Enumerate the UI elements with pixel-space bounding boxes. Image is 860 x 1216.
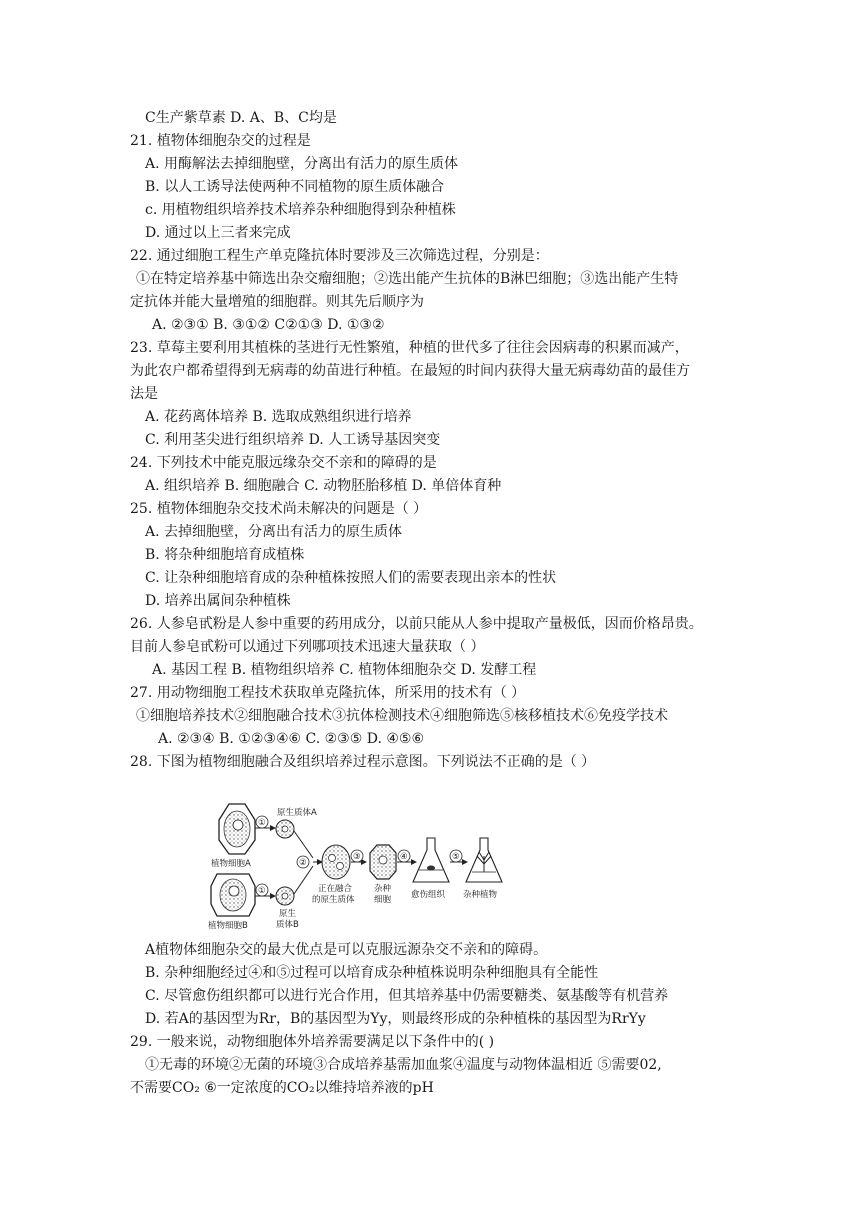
- q21-option-b: B. 以人工诱导法使两种不同植物的原生质体融合: [145, 179, 445, 195]
- q28-option-d: D. 若A的基因型为Rr，B的基因型为Yy，则最终形成的杂种植株的基因型为RrYy: [145, 1011, 646, 1027]
- q23-stem-1: 23. 草莓主要利用其植株的茎进行无性繁殖，种植的世代多了往往会因病毒的积累而减产，: [130, 340, 689, 356]
- q24-stem: 24. 下列技术中能克服远缘杂交不亲和的障碍的是: [130, 455, 437, 471]
- plant-cell-b-icon: [211, 874, 255, 916]
- q27-items: ①细胞培养技术②细胞融合技术③抗体检测技术④细胞筛选⑤核移植技术⑥免疫学技术: [136, 708, 668, 724]
- q26-options: A. 基因工程 B. 植物组织培养 C. 植物体细胞杂交 D. 发酵工程: [152, 662, 537, 678]
- fusing-label-2: 的原生质体: [312, 895, 355, 905]
- plant-cell-a-label: 植物细胞A: [211, 859, 251, 869]
- q25-option-a: A. 去掉细胞壁，分离出有活力的原生质体: [145, 524, 403, 540]
- hybrid-plant-label: 杂种植物: [463, 890, 498, 900]
- plant-cell-b-label: 植物细胞B: [208, 921, 248, 931]
- q21-option-d: D. 通过以上三者来完成: [145, 225, 291, 241]
- protoplast-a-icon: [276, 820, 294, 838]
- q25-stem: 25. 植物体细胞杂交技术尚未解决的问题是（ ）: [130, 501, 428, 517]
- q25-option-b: B. 将杂种细胞培育成植株: [145, 547, 305, 563]
- step1b-label: ①: [258, 886, 266, 896]
- fusing-label-1: 正在融合: [318, 884, 353, 894]
- step4-label: ④: [400, 852, 408, 862]
- q20-options-cd: C生产紫草素 D. A、B、C均是: [145, 110, 337, 126]
- q28-option-b: B. 杂种细胞经过④和⑤过程可以培育成杂种植株说明杂种细胞具有全能性: [145, 965, 599, 981]
- plant-cell-a-icon: [219, 804, 255, 854]
- step1a-label: ①: [258, 818, 266, 828]
- arrow-converge-top: [294, 831, 313, 858]
- protoplast-b-label-2: 质体B: [276, 920, 299, 930]
- step2-label: ②: [299, 858, 307, 868]
- arrow-converge-bottom: [294, 866, 313, 894]
- protoplast-a-label: 原生质体A: [277, 808, 317, 818]
- q29-stem: 29. 一般来说，动物细胞体外培养需要满足以下条件中的( ): [130, 1034, 495, 1050]
- callus-flask-icon: [413, 838, 449, 882]
- q23-options-cd: C. 利用茎尖进行组织培养 D. 人工诱导基因突变: [145, 432, 441, 448]
- cell-fusion-diagram: [205, 798, 535, 932]
- q24-options: A. 组织培养 B. 细胞融合 C. 动物胚胎移植 D. 单倍体育种: [145, 478, 502, 494]
- q23-stem-3: 法是: [130, 386, 158, 402]
- q28-stem: 28. 下图为植物细胞融合及组织培养过程示意图。下列说法不正确的是（ ）: [130, 754, 596, 770]
- step3-label: ③: [353, 852, 361, 862]
- q25-option-c: C. 让杂种细胞培育成的杂种植株按照人们的需要表现出亲本的性状: [145, 570, 557, 586]
- cell-fusion-svg: [205, 798, 535, 932]
- q21-stem: 21. 植物体细胞杂交的过程是: [130, 133, 311, 149]
- q22-stem: 22. 通过细胞工程生产单克隆抗体时要涉及三次筛选过程，分别是：: [130, 248, 549, 264]
- q26-stem-2: 目前人参皂甙粉可以通过下列哪项技术迅速大量获取（ ）: [130, 639, 485, 655]
- q25-option-d: D. 培养出属间杂种植株: [145, 593, 291, 609]
- fusing-protoplast-icon: [322, 845, 350, 879]
- q23-stem-2: 为此农户都希望得到无病毒的幼苗进行种植。在最短的时间内获得大量无病毒幼苗的最佳方: [130, 363, 690, 379]
- q22-body-2: 定抗体并能大量增殖的细胞群。则其先后顺序为: [130, 294, 424, 310]
- hybrid-plant-flask-icon: [466, 838, 502, 882]
- callus-label: 愈伤组织: [411, 890, 446, 900]
- protoplast-b-label-1: 原生: [279, 909, 297, 919]
- q28-option-c: C. 尽管愈伤组织都可以进行光合作用，但其培养基中仍需要糖类、氨基酸等有机营养: [145, 988, 669, 1004]
- q22-body-1: ①在特定培养基中筛选出杂交瘤细胞；②选出能产生抗体的B淋巴细胞；③选出能产生特: [136, 271, 679, 287]
- hybrid-cell-label-2: 细胞: [374, 895, 392, 905]
- q23-options-ab: A. 花药离体培养 B. 选取成熟组织进行培养: [145, 409, 412, 425]
- q22-options: A. ②③① B. ③①② C②①③ D. ①③②: [152, 317, 385, 333]
- protoplast-b-icon: [276, 887, 294, 905]
- q27-stem: 27. 用动物细胞工程技术获取单克隆抗体，所采用的技术有（ ）: [130, 685, 526, 701]
- hybrid-cell-label-1: 杂种: [374, 884, 392, 894]
- hybrid-cell-icon: [370, 845, 396, 879]
- q29-items-2: 不需要CO₂ ⑥一定浓度的CO₂以维持培养液的pH: [130, 1080, 434, 1096]
- q21-option-c: c. 用植物组织培养技术培养杂种细胞得到杂种植株: [145, 202, 456, 218]
- q27-options: A. ②③④ B. ①②③④⑥ C. ②③⑤ D. ④⑤⑥: [158, 731, 424, 747]
- q21-option-a: A. 用酶解法去掉细胞壁，分离出有活力的原生质体: [145, 156, 459, 172]
- q28-option-a: A植物体细胞杂交的最大优点是可以克服远源杂交不亲和的障碍。: [145, 942, 548, 958]
- q26-stem-1: 26. 人参皂甙粉是人参中重要的药用成分，以前只能从人参中提取产量极低，因而价格昂贵。: [130, 616, 703, 632]
- q29-items-1: ①无毒的环境②无菌的环境③合成培养基需加血浆④温度与动物体温相近 ⑤需要02,: [145, 1057, 662, 1073]
- step5-label: ⑤: [452, 852, 460, 862]
